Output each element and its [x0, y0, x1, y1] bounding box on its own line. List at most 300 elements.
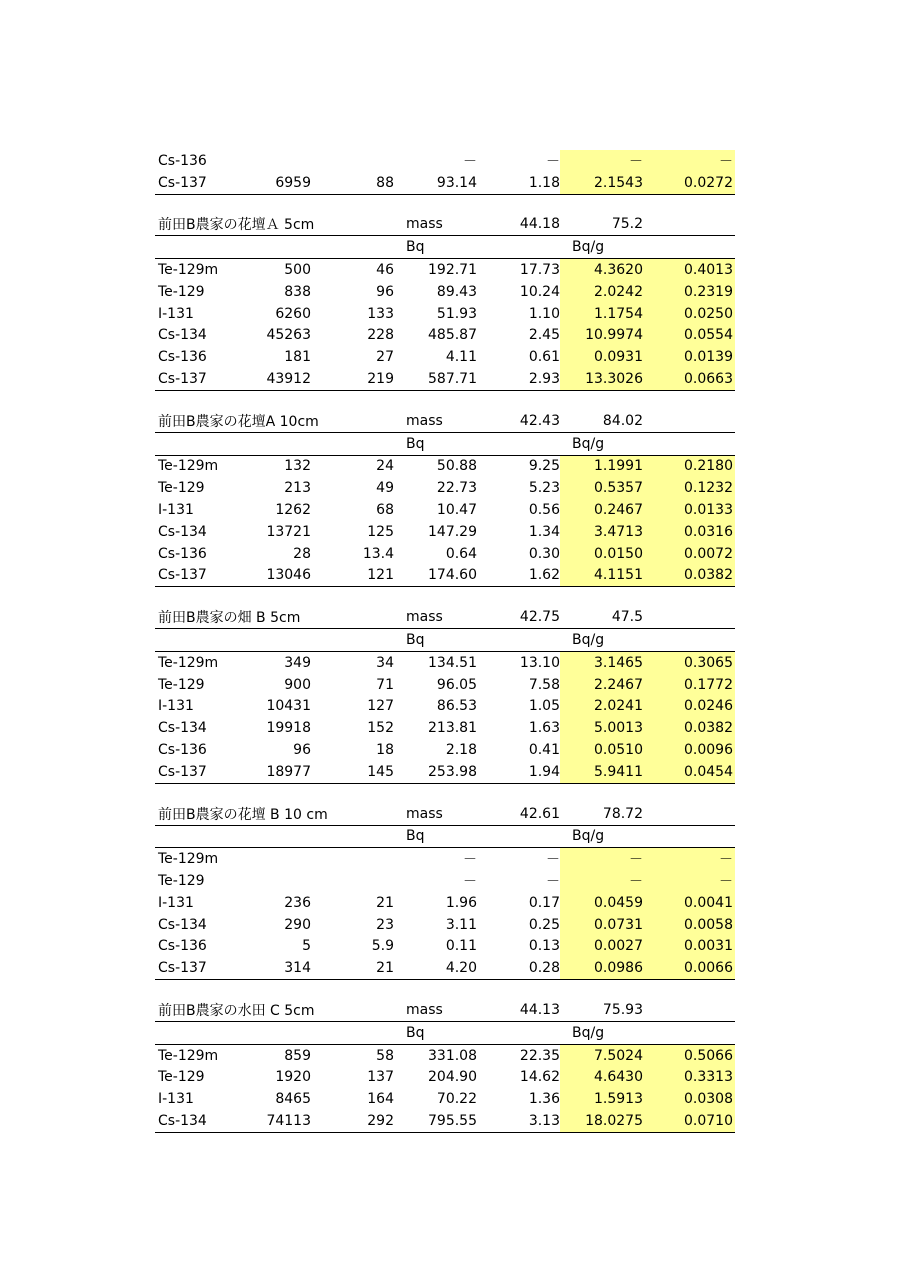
- empty-cell: [155, 629, 253, 652]
- counts-cell: 28: [293, 545, 311, 562]
- activity-bqg-cell: 2.0242: [560, 281, 643, 303]
- nuclide-cell: Cs-134: [158, 327, 207, 344]
- table-row: [155, 761, 735, 783]
- activity-bqg-error-cell: 0.0066: [643, 957, 735, 979]
- activity-bqg-error-cell: 0.1232: [643, 477, 735, 499]
- counts-cell: 6260: [275, 305, 311, 322]
- counts-error-cell: 125: [367, 523, 394, 540]
- activity-bq-cell: 86.53: [436, 698, 477, 715]
- nuclide-cell: Cs-136: [158, 742, 207, 759]
- activity-bqg-error-cell: －: [643, 870, 735, 892]
- table-row: [155, 281, 735, 303]
- counts-cell: [253, 870, 311, 892]
- counts-cell: 900: [284, 676, 311, 693]
- table-row: [155, 543, 735, 565]
- activity-bq-cell: 3.11: [445, 916, 477, 933]
- activity-bq-error-cell: 0.25: [528, 916, 560, 933]
- activity-bq-error-cell: 1.36: [528, 1091, 560, 1108]
- table-row: [155, 957, 735, 979]
- counts-error-cell: [311, 848, 394, 870]
- mass-label: mass: [394, 606, 477, 628]
- section-title-row: [155, 606, 735, 628]
- activity-bqg-cell: 3.1465: [560, 651, 643, 673]
- spacer-cell: [155, 587, 735, 607]
- counts-error-cell: 164: [367, 1091, 394, 1108]
- counts-error-cell: 21: [311, 957, 394, 979]
- table-row: [155, 521, 735, 543]
- activity-bq-cell: 795.55: [394, 1110, 477, 1132]
- table-row: [155, 172, 735, 194]
- counts-error-cell: 127: [367, 698, 394, 715]
- empty-cell: [155, 432, 253, 455]
- activity-bqg-error-cell: 0.3065: [643, 651, 735, 673]
- activity-bqg-cell: 2.1543: [560, 172, 643, 194]
- activity-bqg-cell: 5.0013: [560, 717, 643, 739]
- activity-bq-cell: 0.11: [445, 938, 477, 955]
- activity-bq-cell: 22.73: [436, 480, 477, 497]
- nuclide-cell: I-131: [158, 698, 194, 715]
- secondary-value: 78.72: [560, 803, 643, 825]
- nuclide-cell: I-131: [158, 1091, 194, 1108]
- activity-bq-cell: 213.81: [428, 720, 477, 737]
- empty-cell: [477, 629, 560, 652]
- activity-bqg-error-cell: 0.0663: [643, 368, 735, 390]
- counts-cell: 859: [284, 1047, 311, 1064]
- nuclide-cell: Cs-136: [158, 349, 207, 366]
- activity-bq-cell: 147.29: [428, 523, 477, 540]
- counts-error-cell: 219: [311, 368, 394, 390]
- counts-cell: 838: [284, 283, 311, 300]
- table-row: [155, 892, 735, 914]
- activity-bq-cell: －: [463, 153, 477, 170]
- activity-bq-error-cell: 0.30: [528, 545, 560, 562]
- counts-error-cell: 292: [311, 1110, 394, 1132]
- sample-title: 前田B農家の水田 C 5cm: [155, 999, 394, 1021]
- counts-cell: 1262: [275, 502, 311, 519]
- activity-bq-cell: 174.60: [394, 565, 477, 587]
- nuclide-cell: Cs-136: [158, 545, 207, 562]
- empty-cell: [643, 432, 735, 455]
- counts-error-cell: 145: [311, 761, 394, 783]
- activity-bqg-cell: 3.4713: [560, 521, 643, 543]
- units-row: [155, 1021, 735, 1044]
- activity-bqg-error-cell: 0.2319: [643, 281, 735, 303]
- counts-cell: 74113: [253, 1110, 311, 1132]
- counts-error-cell: 88: [311, 172, 394, 194]
- nuclide-cell: Te-129m: [158, 654, 219, 671]
- table-row: [155, 848, 735, 870]
- activity-bqg-error-cell: 0.0382: [643, 565, 735, 587]
- nuclide-cell: Te-129m: [158, 1047, 219, 1064]
- mass-label: mass: [394, 214, 477, 236]
- mass-label: mass: [394, 410, 477, 432]
- counts-cell: 19918: [266, 720, 311, 737]
- counts-cell: 213: [284, 480, 311, 497]
- activity-bqg-cell: 0.2467: [560, 499, 643, 521]
- counts-cell: 13721: [266, 523, 311, 540]
- empty-cell: [155, 236, 253, 259]
- counts-cell: 1920: [275, 1069, 311, 1086]
- activity-bqg-cell: 0.0510: [560, 739, 643, 761]
- counts-cell: 500: [284, 262, 311, 279]
- activity-bqg-error-cell: －: [643, 150, 735, 172]
- activity-bqg-cell: 0.0027: [560, 936, 643, 958]
- activity-bqg-cell: 2.2467: [560, 674, 643, 696]
- activity-bq-cell: 70.22: [436, 1091, 477, 1108]
- activity-bq-error-cell: 0.17: [528, 894, 560, 911]
- mass-value: 44.13: [477, 999, 560, 1021]
- activity-bq-error-cell: 1.10: [528, 305, 560, 322]
- counts-cell: 43912: [253, 368, 311, 390]
- activity-bq-error-cell: 17.73: [519, 262, 560, 279]
- counts-error-cell: 5.9: [371, 938, 394, 955]
- activity-bq-error-cell: 1.94: [477, 761, 560, 783]
- empty-cell: [311, 432, 394, 455]
- activity-bqg-cell: 5.9411: [560, 761, 643, 783]
- mass-value: 42.75: [477, 606, 560, 628]
- activity-bqg-error-cell: 0.0250: [643, 303, 735, 325]
- activity-bqg-cell: －: [560, 150, 643, 172]
- counts-error-cell: 68: [376, 502, 394, 519]
- counts-cell: 132: [284, 458, 311, 475]
- table-row: [155, 1044, 735, 1066]
- activity-bq-cell: 331.08: [428, 1047, 477, 1064]
- table-row: [155, 717, 735, 739]
- sample-title: 前田B農家の畑 B 5cm: [155, 606, 394, 628]
- empty-cell: [311, 629, 394, 652]
- table-row: [155, 455, 735, 477]
- empty-cell: [311, 825, 394, 848]
- secondary-value: 84.02: [560, 410, 643, 432]
- mass-value: 42.61: [477, 803, 560, 825]
- counts-cell: 10431: [266, 698, 311, 715]
- table-row: [155, 1088, 735, 1110]
- activity-bq-cell: 0.64: [445, 545, 477, 562]
- sample-title: 前田B農家の花壇A 10cm: [155, 410, 394, 432]
- activity-bqg-cell: 0.5357: [560, 477, 643, 499]
- empty-cell: [477, 1021, 560, 1044]
- table-row: [155, 325, 735, 347]
- table-row: [155, 1110, 735, 1132]
- activity-bqg-cell: 1.1754: [560, 303, 643, 325]
- activity-bqg-error-cell: 0.0139: [643, 346, 735, 368]
- unit-bq-label: Bq: [394, 432, 477, 455]
- sample-title: 前田B農家の花壇 B 10 cm: [155, 803, 394, 825]
- sample-title: 前田B農家の花壇Ａ 5cm: [155, 214, 394, 236]
- table-row: [155, 651, 735, 673]
- counts-error-cell: [311, 150, 394, 172]
- activity-bqg-error-cell: 0.0710: [643, 1110, 735, 1132]
- mass-value: 42.43: [477, 410, 560, 432]
- table-row: [155, 477, 735, 499]
- activity-bq-error-cell: 5.23: [528, 480, 560, 497]
- secondary-value: 75.2: [560, 214, 643, 236]
- counts-cell: 45263: [266, 327, 311, 344]
- spacer-row: [155, 194, 735, 214]
- activity-bqg-error-cell: 0.4013: [643, 259, 735, 281]
- activity-bq-cell: 4.20: [394, 957, 477, 979]
- empty-cell: [311, 1021, 394, 1044]
- activity-bq-cell: 93.14: [394, 172, 477, 194]
- empty-cell: [253, 825, 311, 848]
- nuclide-cell: Cs-136: [158, 938, 207, 955]
- secondary-value: 47.5: [560, 606, 643, 628]
- table-row: [155, 739, 735, 761]
- table-row: [155, 499, 735, 521]
- nuclide-cell: I-131: [158, 305, 194, 322]
- activity-bqg-cell: 18.0275: [560, 1110, 643, 1132]
- nuclide-cell: Te-129m: [158, 262, 219, 279]
- empty-cell: [643, 629, 735, 652]
- spreadsheet-page: [155, 150, 733, 1133]
- nuclide-cell: Cs-134: [155, 1110, 253, 1132]
- activity-bqg-cell: 0.0986: [560, 957, 643, 979]
- activity-bq-error-cell: 14.62: [519, 1069, 560, 1086]
- activity-bqg-cell: 0.0150: [560, 543, 643, 565]
- activity-bq-error-cell: 1.34: [528, 523, 560, 540]
- activity-bq-error-cell: 0.13: [528, 938, 560, 955]
- table-row: [155, 259, 735, 281]
- units-row: [155, 629, 735, 652]
- activity-bq-error-cell: 2.45: [528, 327, 560, 344]
- activity-bq-cell: 587.71: [394, 368, 477, 390]
- activity-bqg-cell: 1.1991: [560, 455, 643, 477]
- table-row: [155, 870, 735, 892]
- counts-error-cell: 58: [376, 1047, 394, 1064]
- activity-bq-cell: 2.18: [445, 742, 477, 759]
- table-row: [155, 914, 735, 936]
- nuclide-cell: Cs-137: [155, 172, 253, 194]
- activity-bq-error-cell: 1.62: [477, 565, 560, 587]
- empty-cell: [253, 1021, 311, 1044]
- counts-cell: 314: [253, 957, 311, 979]
- section-title-row: [155, 803, 735, 825]
- nuclide-cell: Te-129m: [158, 851, 219, 868]
- empty-cell: [477, 825, 560, 848]
- counts-error-cell: 96: [376, 283, 394, 300]
- nuclide-cell: Cs-137: [155, 761, 253, 783]
- activity-bq-error-cell: 2.93: [477, 368, 560, 390]
- activity-bq-error-cell: 0.28: [477, 957, 560, 979]
- empty-cell: [643, 214, 735, 236]
- empty-cell: [643, 606, 735, 628]
- table-row: [155, 936, 735, 958]
- mass-value: 44.18: [477, 214, 560, 236]
- activity-bqg-cell: 4.1151: [560, 565, 643, 587]
- counts-error-cell: 21: [376, 894, 394, 911]
- table-row: [155, 674, 735, 696]
- activity-bqg-cell: 13.3026: [560, 368, 643, 390]
- spacer-cell: [155, 980, 735, 1000]
- activity-bqg-error-cell: 0.2180: [643, 455, 735, 477]
- activity-bqg-error-cell: 0.0554: [643, 325, 735, 347]
- counts-cell: 236: [284, 894, 311, 911]
- counts-error-cell: 152: [367, 720, 394, 737]
- activity-bq-error-cell: 1.05: [528, 698, 560, 715]
- counts-cell: 290: [284, 916, 311, 933]
- counts-error-cell: 133: [367, 305, 394, 322]
- nuclide-cell: I-131: [158, 502, 194, 519]
- activity-bqg-error-cell: 0.5066: [643, 1044, 735, 1066]
- activity-bqg-error-cell: 0.0058: [643, 914, 735, 936]
- activity-bq-cell: 10.47: [436, 502, 477, 519]
- activity-bq-cell: 4.11: [445, 349, 477, 366]
- empty-cell: [643, 999, 735, 1021]
- counts-error-cell: 71: [376, 676, 394, 693]
- table-row: [155, 1066, 735, 1088]
- units-row: [155, 432, 735, 455]
- activity-bq-cell: 1.96: [445, 894, 477, 911]
- activity-bq-error-cell: 7.58: [528, 676, 560, 693]
- nuclide-cell: Te-129: [158, 1069, 205, 1086]
- empty-cell: [253, 629, 311, 652]
- activity-bq-cell: 204.90: [428, 1069, 477, 1086]
- counts-error-cell: 46: [376, 262, 394, 279]
- counts-error-cell: 137: [367, 1069, 394, 1086]
- table-row: [155, 368, 735, 390]
- table-row: [155, 150, 735, 172]
- activity-bqg-error-cell: 0.0316: [643, 521, 735, 543]
- activity-bqg-cell: －: [560, 848, 643, 870]
- counts-error-cell: 121: [311, 565, 394, 587]
- counts-error-cell: 34: [376, 654, 394, 671]
- activity-bq-cell: 51.93: [436, 305, 477, 322]
- counts-cell: [253, 848, 311, 870]
- counts-error-cell: 13.4: [362, 545, 394, 562]
- nuclide-cell: Cs-137: [155, 565, 253, 587]
- counts-cell: 13046: [253, 565, 311, 587]
- unit-bqg-label: Bq/g: [560, 1021, 643, 1044]
- units-row: [155, 825, 735, 848]
- activity-bqg-cell: 4.3620: [560, 259, 643, 281]
- units-row: [155, 236, 735, 259]
- activity-bq-cell: 134.51: [428, 654, 477, 671]
- empty-cell: [643, 410, 735, 432]
- counts-cell: 349: [284, 654, 311, 671]
- section-title-row: [155, 214, 735, 236]
- activity-bq-cell: 192.71: [428, 262, 477, 279]
- counts-cell: 5: [302, 938, 311, 955]
- activity-bqg-error-cell: 0.0041: [643, 892, 735, 914]
- mass-label: mass: [394, 803, 477, 825]
- unit-bq-label: Bq: [394, 1021, 477, 1044]
- unit-bq-label: Bq: [394, 236, 477, 259]
- activity-bqg-cell: 4.6430: [560, 1066, 643, 1088]
- counts-cell: 96: [293, 742, 311, 759]
- activity-bq-cell: 50.88: [436, 458, 477, 475]
- counts-cell: 18977: [253, 761, 311, 783]
- activity-bqg-cell: 2.0241: [560, 696, 643, 718]
- activity-bqg-error-cell: 0.0133: [643, 499, 735, 521]
- activity-bqg-cell: 0.0931: [560, 346, 643, 368]
- empty-cell: [253, 432, 311, 455]
- nuclide-cell: Cs-136: [158, 152, 207, 169]
- nuclide-cell: Cs-137: [155, 368, 253, 390]
- activity-bq-error-cell: 1.63: [528, 720, 560, 737]
- counts-error-cell: 27: [376, 349, 394, 366]
- counts-cell: 181: [284, 349, 311, 366]
- activity-bq-error-cell: －: [546, 874, 560, 890]
- activity-bq-error-cell: 10.24: [519, 283, 560, 300]
- nuclide-cell: I-131: [158, 894, 194, 911]
- nuclide-cell: Cs-134: [158, 720, 207, 737]
- counts-error-cell: 18: [376, 742, 394, 759]
- activity-bqg-cell: 0.0459: [560, 892, 643, 914]
- activity-bq-error-cell: －: [546, 153, 560, 170]
- activity-bq-error-cell: 0.61: [528, 349, 560, 366]
- unit-bqg-label: Bq/g: [560, 825, 643, 848]
- nuclide-cell: Te-129: [158, 873, 205, 889]
- empty-cell: [643, 825, 735, 848]
- counts-error-cell: 23: [376, 916, 394, 933]
- counts-cell: 8465: [275, 1091, 311, 1108]
- counts-cell: [253, 150, 311, 172]
- activity-bqg-error-cell: －: [643, 848, 735, 870]
- nuclide-cell: Te-129: [158, 480, 205, 497]
- activity-bqg-cell: －: [560, 870, 643, 892]
- activity-bq-cell: －: [463, 852, 477, 869]
- activity-bq-error-cell: 9.25: [528, 458, 560, 475]
- secondary-value: 75.93: [560, 999, 643, 1021]
- counts-error-cell: [311, 870, 394, 892]
- empty-cell: [477, 432, 560, 455]
- empty-cell: [643, 803, 735, 825]
- activity-bqg-error-cell: 0.0454: [643, 761, 735, 783]
- activity-bqg-error-cell: 0.0272: [643, 172, 735, 194]
- activity-bqg-error-cell: 0.0072: [643, 543, 735, 565]
- empty-cell: [155, 1021, 253, 1044]
- empty-cell: [643, 236, 735, 259]
- spacer-row: [155, 980, 735, 1000]
- activity-bqg-error-cell: 0.1772: [643, 674, 735, 696]
- activity-bq-error-cell: 0.41: [528, 742, 560, 759]
- activity-bqg-cell: 10.9974: [560, 325, 643, 347]
- unit-bqg-label: Bq/g: [560, 629, 643, 652]
- activity-bqg-error-cell: 0.0096: [643, 739, 735, 761]
- nuclide-cell: Cs-137: [155, 957, 253, 979]
- unit-bqg-label: Bq/g: [560, 432, 643, 455]
- activity-bqg-error-cell: 0.3313: [643, 1066, 735, 1088]
- nuclide-cell: Te-129m: [158, 458, 219, 475]
- section-title-row: [155, 410, 735, 432]
- activity-bqg-error-cell: 0.0031: [643, 936, 735, 958]
- counts-error-cell: 49: [376, 480, 394, 497]
- activity-bq-error-cell: 22.35: [519, 1047, 560, 1064]
- mass-label: mass: [394, 999, 477, 1021]
- nuclide-cell: Cs-134: [158, 523, 207, 540]
- empty-cell: [477, 236, 560, 259]
- counts-cell: 6959: [253, 172, 311, 194]
- activity-bq-cell: 485.87: [428, 327, 477, 344]
- table-body: [155, 150, 735, 1132]
- activity-bq-cell: 96.05: [436, 676, 477, 693]
- table-row: [155, 565, 735, 587]
- nuclide-cell: Cs-134: [158, 916, 207, 933]
- activity-bq-cell: －: [463, 874, 477, 890]
- counts-error-cell: 228: [367, 327, 394, 344]
- table-row: [155, 346, 735, 368]
- table-row: [155, 303, 735, 325]
- activity-bqg-error-cell: 0.0382: [643, 717, 735, 739]
- activity-bq-error-cell: 0.56: [528, 502, 560, 519]
- activity-bq-cell: 89.43: [436, 283, 477, 300]
- empty-cell: [253, 236, 311, 259]
- counts-error-cell: 24: [376, 458, 394, 475]
- activity-bqg-cell: 7.5024: [560, 1044, 643, 1066]
- empty-cell: [311, 236, 394, 259]
- measurement-table: [155, 150, 735, 1133]
- activity-bq-error-cell: 13.10: [519, 654, 560, 671]
